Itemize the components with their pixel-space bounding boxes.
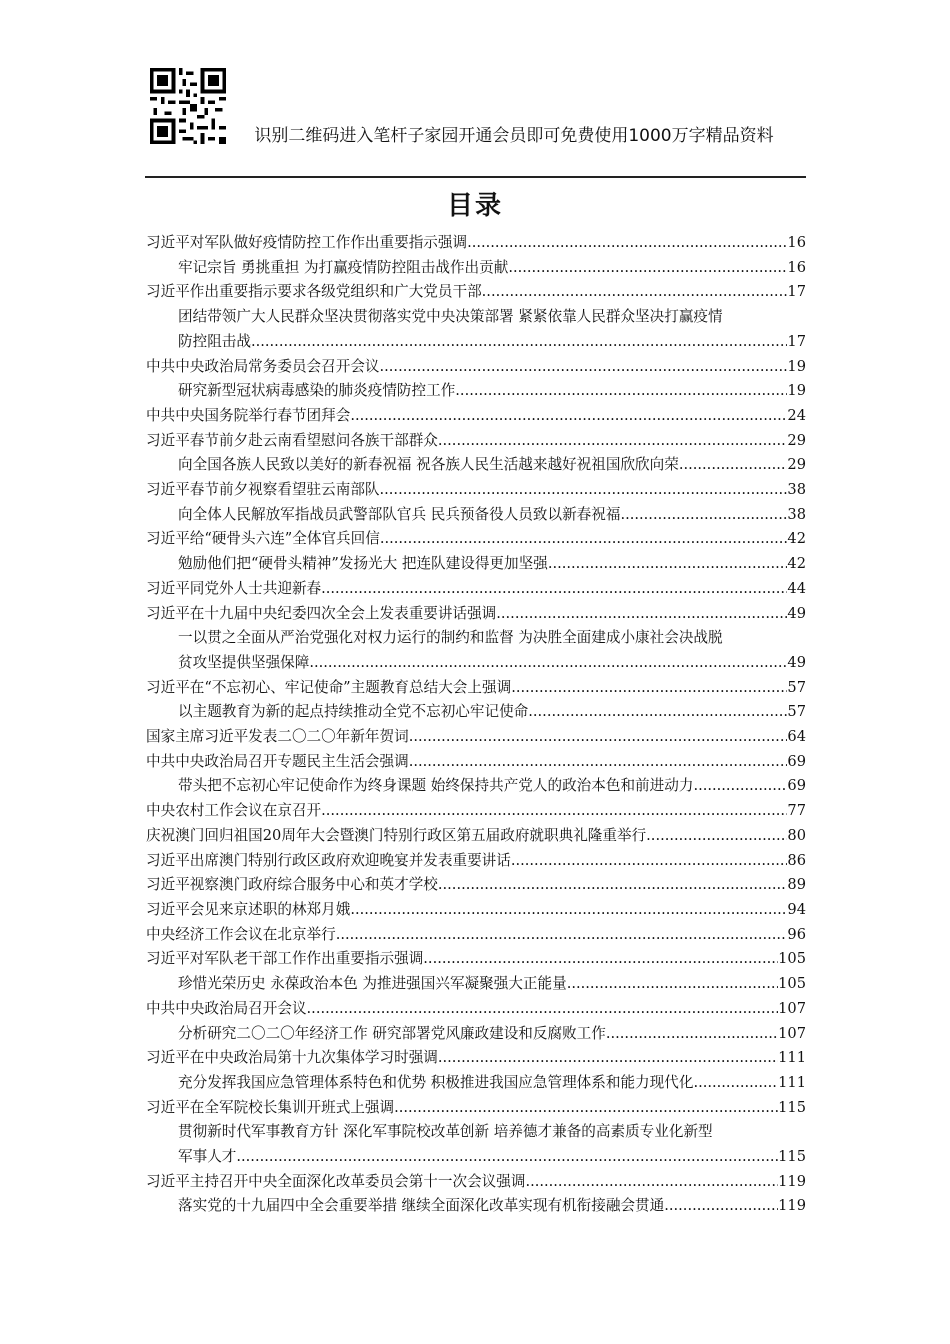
toc-entry[interactable] (146, 355, 806, 380)
toc-dot-leader (620, 503, 787, 528)
toc-page-number: 119 (778, 1197, 806, 1215)
toc-entry[interactable] (146, 404, 806, 429)
toc-page-number: 119 (778, 1172, 806, 1190)
toc-entry-title: 习近平作出重要指示要求各级党组织和广大党员干部 (146, 283, 482, 301)
qr-code-icon (150, 68, 226, 144)
toc-entry-title: 国家主席习近平发表二〇二〇年新年贺词 (146, 728, 409, 746)
toc-entry[interactable] (146, 849, 806, 874)
toc-page-number: 42 (787, 530, 806, 548)
toc-entry-title: 习近平出席澳门特别行政区政府欢迎晚宴并发表重要讲话 (146, 851, 511, 869)
toc-dot-leader (525, 1170, 778, 1195)
toc-page-number: 69 (787, 777, 806, 795)
toc-page-number: 29 (787, 456, 806, 474)
toc-page-number: 38 (787, 505, 806, 523)
toc-entry[interactable] (146, 527, 806, 552)
table-of-contents (146, 231, 806, 1219)
toc-entry[interactable] (146, 725, 806, 750)
header-divider (145, 176, 806, 178)
toc-dot-leader (606, 1022, 778, 1047)
toc-page-number: 111 (778, 1049, 806, 1067)
toc-entry[interactable] (146, 947, 806, 972)
toc-page-number: 94 (787, 900, 806, 918)
toc-dot-leader (307, 997, 779, 1022)
toc-entry-title-line: 贯彻新时代军事教育方针 深化军事院校改革创新 培养德才兼备的高素质专业化新型 (178, 1123, 713, 1141)
toc-entry[interactable] (146, 1194, 806, 1219)
toc-entry-title: 庆祝澳门回归祖国20周年大会暨澳门特别行政区第五届政府就职典礼隆重举行 (146, 826, 647, 844)
toc-entry[interactable] (146, 1046, 806, 1071)
toc-entry-title: 习近平视察澳门政府综合服务中心和英才学校 (146, 876, 438, 894)
toc-entry-title: 向全体人民解放军指战员武警部队官兵 民兵预备役人员致以新春祝福 (178, 505, 621, 523)
toc-entry-title: 勉励他们把“硬骨头精神”发扬光大 把连队建设得更加坚强 (178, 555, 548, 573)
toc-page-number: 19 (787, 357, 806, 375)
toc-entry[interactable] (146, 923, 806, 948)
promo-text: 识别二维码进入笔杆子家园开通会员即可免费使用1000万字精品资料 (254, 126, 774, 146)
toc-entry[interactable] (146, 1120, 806, 1169)
toc-entry-title: 向全国各族人民致以美好的新春祝福 祝各族人民生活越来越好祝祖国欣欣向荣 (178, 456, 679, 474)
toc-entry[interactable] (146, 1096, 806, 1121)
toc-entry-title: 习近平给“硬骨头六连”全体官兵回信 (146, 530, 380, 548)
toc-entry-title: 珍惜光荣历史 永葆政治本色 为推进强国兴军凝聚强大正能量 (178, 975, 567, 993)
toc-page-number: 49 (787, 604, 806, 622)
toc-dot-leader (409, 725, 788, 750)
toc-entry-title: 分析研究二〇二〇年经济工作 研究部署党风廉政建设和反腐败工作 (178, 1024, 606, 1042)
toc-dot-leader (423, 947, 778, 972)
toc-dot-leader (350, 404, 787, 429)
toc-entry[interactable] (146, 305, 806, 354)
toc-entry-title: 中共中央国务院举行春节团拜会 (146, 406, 351, 424)
toc-entry[interactable] (146, 824, 806, 849)
toc-entry[interactable] (146, 280, 806, 305)
toc-dot-leader (567, 972, 778, 997)
toc-dot-leader (438, 1046, 778, 1071)
toc-entry[interactable] (146, 898, 806, 923)
toc-entry[interactable] (146, 700, 806, 725)
toc-dot-leader (693, 774, 787, 799)
toc-entry-title: 牢记宗旨 勇挑重担 为打赢疫情防控阻击战作出贡献 (178, 258, 509, 276)
toc-page-number: 96 (787, 925, 806, 943)
toc-dot-leader (336, 923, 788, 948)
toc-dot-leader (350, 898, 787, 923)
toc-dot-leader (380, 478, 788, 503)
toc-page-number: 38 (787, 481, 806, 499)
toc-page-number: 86 (787, 851, 806, 869)
toc-page-number: 19 (787, 382, 806, 400)
toc-entry[interactable] (146, 750, 806, 775)
toc-dot-leader (679, 453, 788, 478)
toc-dot-leader (321, 799, 787, 824)
toc-page-number: 57 (787, 678, 806, 696)
toc-entry-title: 习近平在“不忘初心、牢记使命”主题教育总结大会上强调 (146, 678, 512, 696)
toc-dot-leader (467, 231, 787, 256)
toc-dot-leader (548, 552, 788, 577)
toc-entry-title: 习近平在中央政治局第十九次集体学习时强调 (146, 1049, 438, 1067)
toc-entry[interactable] (146, 602, 806, 627)
toc-entry-title: 研究新型冠状病毒感染的肺炎疫情防控工作 (178, 382, 456, 400)
toc-entry-title: 习近平对军队老干部工作作出重要指示强调 (146, 950, 424, 968)
toc-page-number: 57 (787, 703, 806, 721)
toc-entry[interactable] (146, 1170, 806, 1195)
toc-dot-leader (409, 750, 788, 775)
toc-page-number: 115 (778, 1098, 806, 1116)
toc-entry[interactable] (146, 1071, 806, 1096)
toc-page-number: 89 (787, 876, 806, 894)
toc-entry[interactable] (146, 552, 806, 577)
toc-entry-title: 习近平春节前夕赴云南看望慰问各族干部群众 (146, 431, 438, 449)
toc-entry[interactable] (146, 972, 806, 997)
toc-entry[interactable] (146, 577, 806, 602)
toc-dot-leader (438, 873, 788, 898)
page-title: 目录 (446, 191, 503, 221)
toc-page-number: 107 (778, 1024, 806, 1042)
toc-dot-leader (664, 1194, 778, 1219)
toc-page-number: 16 (787, 234, 806, 251)
toc-entry[interactable] (146, 997, 806, 1022)
toc-entry-title-line: 一以贯之全面从严治党强化对权力运行的制约和监督 为决胜全面建成小康社会决战脱 (178, 629, 723, 647)
toc-entry[interactable] (146, 676, 806, 701)
toc-entry-title: 落实党的十九届四中全会重要举措 继续全面深化改革实现有机衔接融会贯通 (178, 1197, 665, 1215)
toc-entry[interactable] (146, 231, 806, 256)
toc-entry[interactable] (146, 1022, 806, 1047)
toc-page-number: 17 (787, 283, 806, 301)
toc-entry-title-line: 团结带领广大人民群众坚决贯彻落实党中央决策部署 紧紧依靠人民群众坚决打赢疫情 (178, 308, 723, 326)
toc-page-number: 64 (787, 728, 806, 746)
toc-dot-leader (380, 527, 788, 552)
toc-entry-title: 军事人才 (178, 1148, 237, 1166)
toc-page-number: 107 (778, 999, 806, 1017)
toc-entry-title: 中共中央政治局常务委员会召开会议 (146, 357, 380, 375)
toc-dot-leader (482, 280, 788, 305)
toc-page-number: 44 (787, 579, 806, 597)
toc-page-number: 69 (787, 752, 806, 770)
toc-dot-leader (321, 577, 787, 602)
toc-page-number: 111 (778, 1073, 806, 1091)
toc-entry-title: 习近平会见来京述职的林郑月娥 (146, 900, 351, 918)
toc-entry-title: 充分发挥我国应急管理体系特色和优势 积极推进我国应急管理体系和能力现代化 (178, 1073, 694, 1091)
toc-entry[interactable] (146, 256, 806, 281)
toc-dot-leader (236, 1145, 778, 1170)
toc-entry[interactable] (146, 379, 806, 404)
toc-page-number: 105 (778, 950, 806, 968)
toc-page-number: 17 (787, 332, 806, 350)
toc-entry-title: 贫攻坚提供坚强保障 (178, 653, 310, 671)
toc-dot-leader (508, 256, 787, 281)
toc-entry[interactable] (146, 503, 806, 528)
toc-entry[interactable] (146, 873, 806, 898)
toc-dot-leader (511, 849, 788, 874)
toc-entry-title: 习近平春节前夕视察看望驻云南部队 (146, 481, 380, 499)
toc-dot-leader (251, 330, 787, 355)
toc-entry[interactable] (146, 774, 806, 799)
toc-dot-leader (438, 429, 788, 454)
toc-entry-title: 中共中央政治局召开专题民主生活会强调 (146, 752, 409, 770)
toc-entry-title: 以主题教育为新的起点持续推动全党不忘初心牢记使命 (178, 703, 529, 721)
toc-entry[interactable] (146, 453, 806, 478)
toc-dot-leader (309, 651, 787, 676)
toc-entry-title: 中央农村工作会议在京召开 (146, 802, 322, 820)
toc-page-number: 115 (778, 1148, 806, 1166)
toc-page-number: 29 (787, 431, 806, 449)
toc-page-number: 24 (787, 406, 806, 424)
toc-dot-leader (693, 1071, 778, 1096)
toc-entry[interactable] (146, 429, 806, 454)
toc-entry-title: 中央经济工作会议在北京举行 (146, 925, 336, 943)
toc-entry-title: 习近平对军队做好疫情防控工作作出重要指示强调 (146, 234, 468, 251)
toc-entry[interactable] (146, 478, 806, 503)
toc-page-number: 105 (778, 975, 806, 993)
toc-dot-leader (394, 1096, 778, 1121)
toc-entry-title: 带头把不忘初心牢记使命作为终身课题 始终保持共产党人的政治本色和前进动力 (178, 777, 694, 795)
toc-entry-title: 习近平同党外人士共迎新春 (146, 579, 322, 597)
toc-entry-title: 防控阻击战 (178, 332, 251, 350)
toc-dot-leader (511, 676, 787, 701)
toc-entry-title: 中共中央政治局召开会议 (146, 999, 307, 1017)
toc-entry-title: 习近平主持召开中央全面深化改革委员会第十一次会议强调 (146, 1172, 526, 1190)
toc-page-number: 80 (787, 826, 806, 844)
toc-page-number: 42 (787, 555, 806, 573)
toc-page-number: 16 (787, 258, 806, 276)
toc-dot-leader (496, 602, 787, 627)
toc-entry[interactable] (146, 626, 806, 675)
toc-page-number: 49 (787, 653, 806, 671)
toc-entry[interactable] (146, 799, 806, 824)
toc-dot-leader (455, 379, 787, 404)
toc-dot-leader (528, 700, 787, 725)
toc-entry-title: 习近平在全军院校长集训开班式上强调 (146, 1098, 395, 1116)
toc-dot-leader (646, 824, 787, 849)
toc-dot-leader (380, 355, 788, 380)
toc-page-number: 77 (787, 802, 806, 820)
toc-entry-title: 习近平在十九届中央纪委四次全会上发表重要讲话强调 (146, 604, 497, 622)
